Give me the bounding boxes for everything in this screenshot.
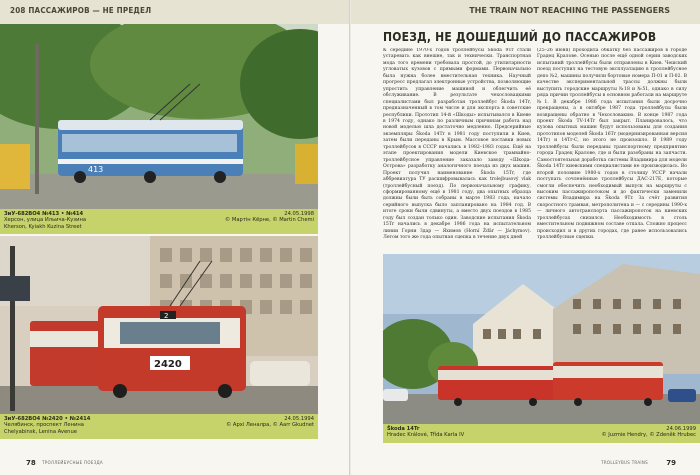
caption-2-place-en: Chelyabinsk, Lenina Avenue	[4, 428, 77, 435]
caption-2-place-ru: Челябинск, проспект Ленина	[4, 422, 84, 429]
caption-2-date: 24.05.1994	[284, 416, 314, 422]
caption-1-date: 24.05.1998	[284, 211, 314, 217]
caption-2-credit: © Архі Леналра, © Aarr Gkudnet	[226, 422, 314, 429]
photo-kherson-trolleybus-train	[0, 24, 318, 209]
caption-1-place-ru: Херсон, улица Ильича-Кузина	[4, 217, 87, 224]
left-running-title: 208 ПАССАЖИРОВ — НЕ ПРЕДЕЛ	[10, 6, 152, 15]
photo-caption-3	[383, 424, 700, 443]
article-title: ПОЕЗД, НЕ ДОШЕДШИЙ ДО ПАССАЖИРОВ	[383, 30, 657, 44]
caption-3-model: Škoda 14Tr	[387, 426, 420, 432]
article-column-2: (25–26 июня) проходила обкатку без пассажиров в городе Градец Кралове. Осенью после ещё одной серии заводских испытаний троллейбусы были отправлены в Киев. Чешский поезд поступил на тестовую эксплуатацию в троллейбусное депо №2, машины получили бортовые номера П-01 и П-02. В качестве экспериментальной трассы должны были выступить городские маршруты №18 и №51, однако в силу ряда причин троллейбусы в основном работали на маршруте №1. В декабре 1986 года испытания были досрочно прекращены, а в октябре 1987 года троллейбусы были возвращены обратно в Чехословакию. В конце 1987 года проект Škoda TV-14Tr был закрыт. Планировалось, что кузова опытных машин будут использованы для создания прототипов моделей Škoda 16Tr (модернизированная версия 14Tr) и 14Tr-C, но этого не произошло. В 1989 году троллейбусы были переданы транспортному предприятию города Градец Кралове, где и были разобраны на запчасти. Самостоятельная доработка системы Владимира для модели Škoda 14Tr киевскими специалистами не производилась. Во второй половине 1980-х годов в столицу УССР начали поступать сочленённые троллейбусы ДАС-217Е, которые смогли обеспечить необходимый выпуск на маршруты с высоким пассажиропотоком и до фактически заменили системы Владимира на Škoda 9Tr. За счёт развития скоростного трамвая, метрополитена и — с середины 1990-х — личного автотранспорта пассажиропоток на киевских троллейбусах снизился. Необходимость в столь вместительном подвижном составе отпала. Сложно процесс происходил и в других городах, где ранее использовались троллейбусные сцепки.	[537, 48, 687, 241]
caption-1-place-en: Kherson, Kyiakh Kuzina Street	[4, 223, 82, 230]
article-column-1: К середине 1970-х годов троллейбусы Škoda 9Tr стали устаревать как внешне, так и технически. Транспортная мода того времени требовала простой, до утилитарности угловатых кузовов с прямыми формами. Первоначально была нужна более вместительная техника. Научный прогресс предлагал электронные устройства, позволяющие упростить управление машиной и облегчить её обслуживание. В результате чехословацкими специалистами был разработан троллейбус Škoda 14Tr, предназначенный в том числе и для экспорта в советские республики. Прототип 14-й «Шкоды» испытывался в Киеве в 1974 году, однако по различным причинам работа над новой моделью шла достаточно медленно. Предсерийные экземпляры Škoda 14Tr в 1981 году поступили в Киев, затем были переданы в Крым. Массовое поставки новых троллейбусов в СССР начались в 1982–1983 годах. Ещё на этапе проектирования модели Киевское трамвайно-троллейбусное управление заказало заводу «Шкода-Острова» разработку аналогичного поезда из двух машин. Проект получил наименование Škoda 15Tr, где аббревиатура ТУ расшифровывалась как trolejbusový vlak (троллейбусный поезд). По первоначальному графику, сформированному ещё в 1981 году, два опытных образца должны были быть собраны в марте 1983 года, начало серийного выпуска было запланировано на 1984 год. В итоге сроки были сдвинуты, а вместо двух поездов в 1985 году был создан только один. Заводские испытания Škoda 15Tr начались в декабре 1986 года на испытательном линии Горни Здар — Яхимов (Horní Žďár — Jáchymov). Летом того же года опытная сцепка в течение двух дней	[383, 48, 531, 241]
photo-chelyabinsk-trolleybus-train	[0, 236, 318, 414]
right-page-note: TROLLEYBUS TRAINS	[601, 460, 648, 465]
right-page-number: 79	[666, 459, 676, 467]
caption-3-credit: © Juzmie Hendry, © Zdeněk Hrubec	[601, 432, 696, 439]
left-page-note: ТРОЛЛЕЙБУСНЫЕ ПОЕЗДА	[42, 460, 103, 465]
svg-text:2420: 2420	[154, 359, 182, 370]
left-page-number: 78	[26, 459, 36, 467]
caption-3-place: Hradec Králové, Třída Karla IV	[387, 432, 465, 439]
caption-2-model: ЗиУ-682ВО4 №2420 • №2414	[4, 416, 91, 422]
spine-shadow	[349, 0, 351, 475]
svg-text:2: 2	[164, 312, 169, 320]
right-running-title: THE TRAIN NOT REACHING THE PASSENGERS	[469, 6, 670, 15]
photo-caption-2	[0, 414, 318, 439]
photo-hradec-kralove-trolleybus-train	[383, 254, 700, 424]
svg-text:413: 413	[88, 165, 104, 174]
photo-caption-1	[0, 209, 318, 234]
caption-1-credit: © Мартін Кёрне, © Martin Chemi	[225, 217, 314, 224]
caption-1-model: ЗиУ-682ВО4 №413 • №414	[4, 211, 84, 217]
caption-3-date: 24.06.1999	[666, 426, 696, 432]
